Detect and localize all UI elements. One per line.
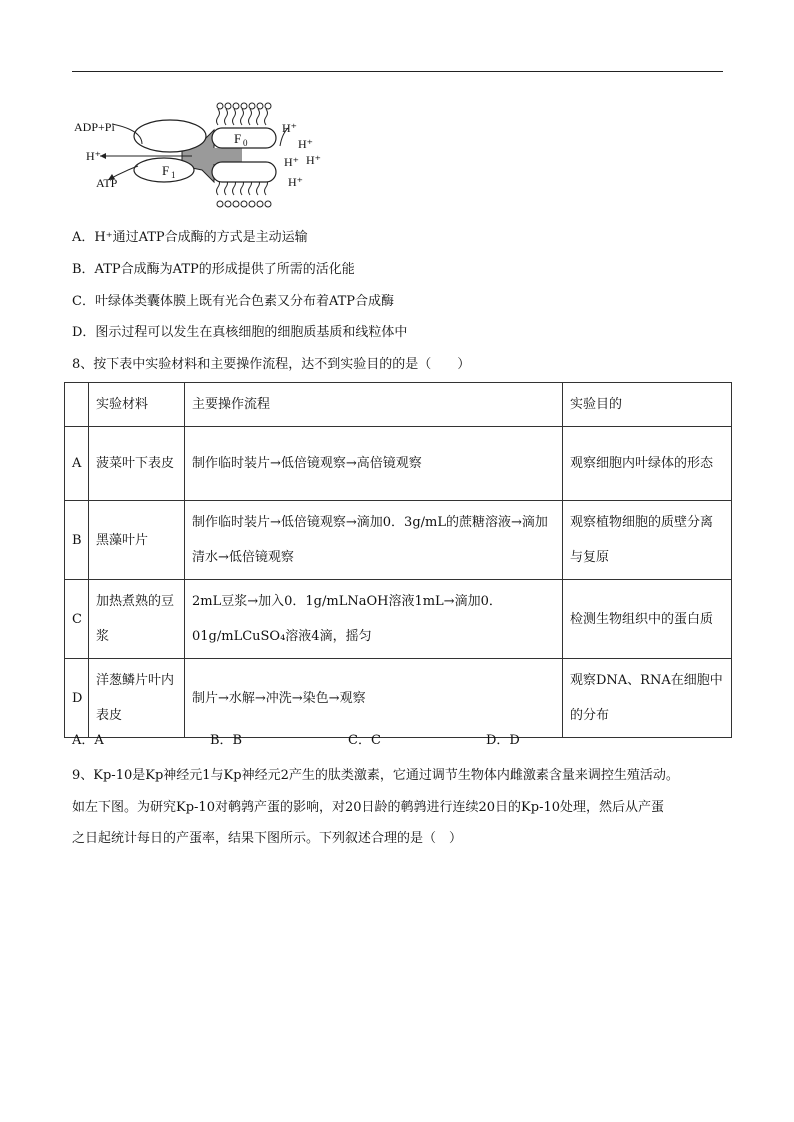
q8-choice-b: B．B — [210, 733, 243, 748]
table-header-row — [65, 383, 732, 427]
label-h-4: H⁺ — [306, 153, 321, 167]
q7-option-a: A．H⁺通过ATP合成酶的方式是主动运输 — [72, 230, 308, 245]
label-h-3: H⁺ — [284, 155, 299, 169]
cell-procedure: 制作临时装片→低倍镜观察→高倍镜观察 — [185, 427, 563, 501]
cell-purpose: 检测生物组织中的蛋白质 — [563, 580, 732, 659]
label-f0-subscript: 0 — [243, 138, 248, 148]
q8-experiment-table — [64, 382, 732, 738]
cell-purpose: 观察植物细胞的质壁分离与复原 — [563, 501, 732, 580]
table-row — [65, 659, 732, 738]
f0-lower-capsule — [212, 162, 276, 182]
cell-material: 加热煮熟的豆浆 — [89, 580, 185, 659]
q8-stem: 8、按下表中实验材料和主要操作流程，达不到实验目的的是（ ） — [72, 357, 471, 372]
label-h-2: H⁺ — [298, 137, 313, 151]
row-label: B — [65, 501, 89, 580]
q9-line-3: 之日起统计每日的产蛋率，结果下图所示。下列叙述合理的是（ ） — [72, 831, 463, 846]
label-adp-pi: ADP+Pi — [74, 120, 115, 134]
header-procedure: 主要操作流程 — [185, 383, 563, 427]
cell-material: 黑藻叶片 — [89, 501, 185, 580]
cell-procedure: 制片→水解→冲洗→染色→观察 — [185, 659, 563, 738]
q7-option-c: C．叶绿体类囊体膜上既有光合色素又分布着ATP合成酶 — [72, 294, 395, 309]
cell-procedure: 制作临时装片→低倍镜观察→滴加0．3g/mL的蔗糖溶液→滴加清水→低倍镜观察 — [185, 501, 563, 580]
label-f1-letter: F — [162, 163, 170, 178]
cell-purpose: 观察细胞内叶绿体的形态 — [563, 427, 732, 501]
table-row — [65, 427, 732, 501]
label-h-5: H⁺ — [288, 175, 303, 189]
label-f1-subscript: 1 — [171, 170, 176, 180]
header-material: 实验材料 — [89, 383, 185, 427]
row-label: D — [65, 659, 89, 738]
atp-synthase-svg — [72, 100, 342, 212]
cell-material: 洋葱鳞片叶内表皮 — [89, 659, 185, 738]
header-purpose: 实验目的 — [563, 383, 732, 427]
header-rule — [72, 71, 723, 72]
q9-line-2: 如左下图。为研究Kp-10对鹌鹑产蛋的影响，对20日龄的鹌鹑进行连续20日的Kp-10处理，然后从产蛋 — [72, 800, 665, 815]
q7-option-d: D．图示过程可以发生在真核细胞的细胞质基质和线粒体中 — [72, 325, 408, 340]
q8-choice-c: C．C — [348, 733, 381, 748]
cell-purpose: 观察DNA、RNA在细胞中的分布 — [563, 659, 732, 738]
cell-procedure: 2mL豆浆→加入0．1g/mLNaOH溶液1mL→滴加0．01g/mLCuSO₄溶液4滴，摇匀 — [185, 580, 563, 659]
row-label: A — [65, 427, 89, 501]
q8-choices — [72, 729, 632, 749]
table-row — [65, 501, 732, 580]
q8-choice-d: D．D — [486, 733, 520, 748]
label-h-left: H⁺ — [86, 149, 101, 163]
q9-line-1: 9、Kp-10是Kp神经元1与Kp神经元2产生的肽类激素，它通过调节生物体内雌激素含量来调控生殖活动。 — [72, 768, 679, 783]
row-label: C — [65, 580, 89, 659]
q7-option-b: B．ATP合成酶为ATP的形成提供了所需的活化能 — [72, 262, 355, 277]
cell-material: 菠菜叶下表皮 — [89, 427, 185, 501]
label-atp: ATP — [96, 176, 118, 190]
q8-choice-a: A．A — [72, 733, 104, 748]
header-corner — [65, 383, 89, 427]
table-row — [65, 580, 732, 659]
atp-synthase-diagram — [72, 100, 342, 212]
label-f0-letter: F — [234, 131, 242, 146]
f1-upper-lobe — [134, 120, 206, 152]
label-h-1: H⁺ — [282, 121, 297, 135]
